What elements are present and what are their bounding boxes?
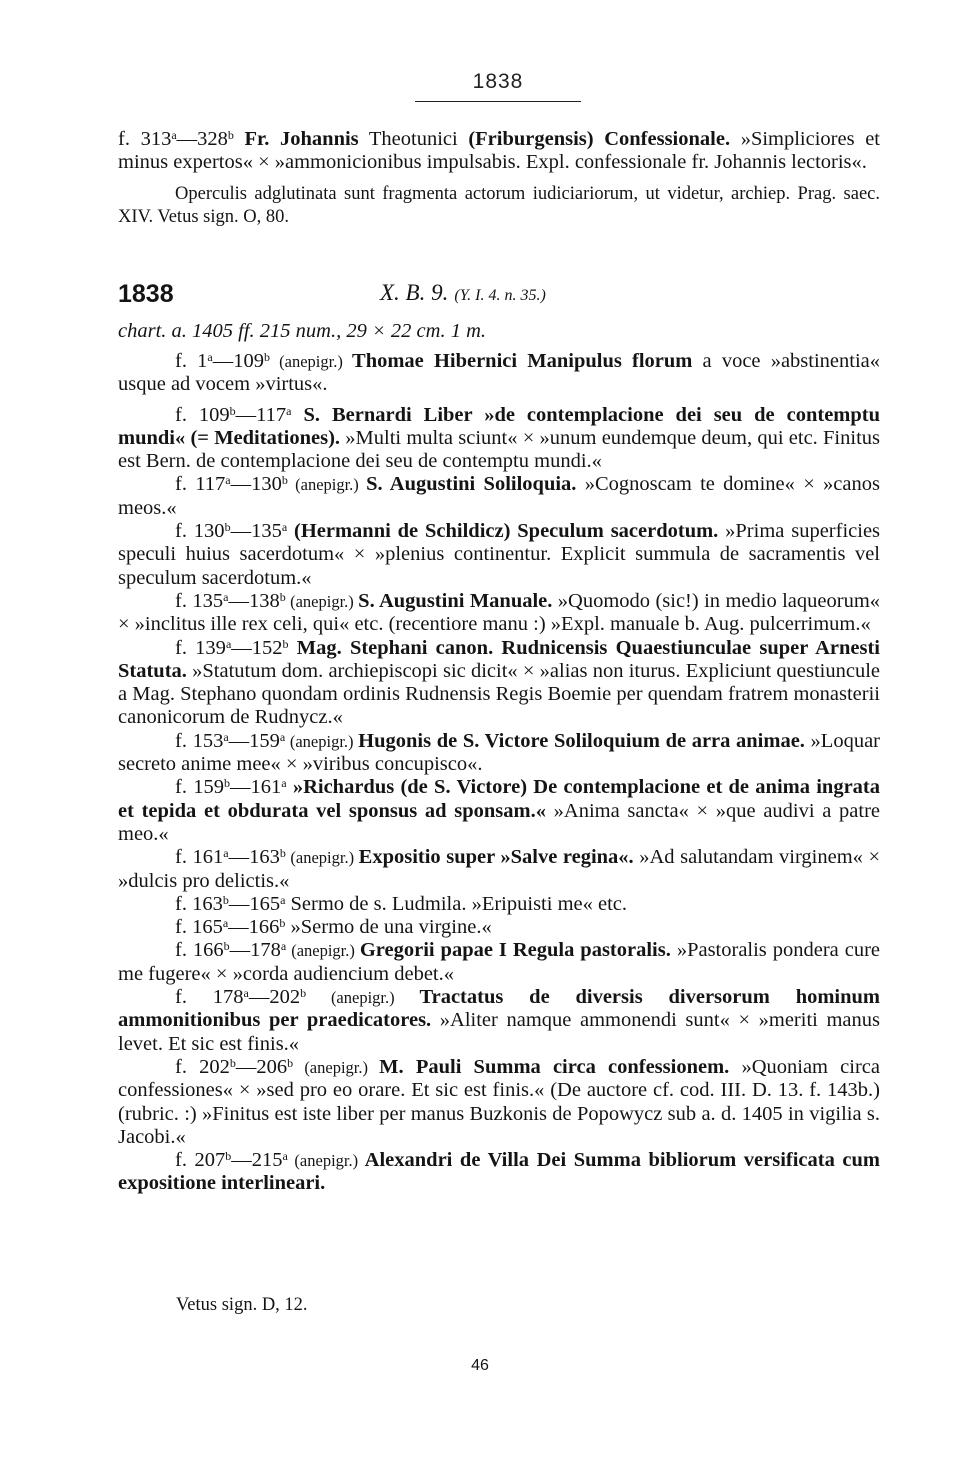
contents-item: f. 135$^a$—138$^b$ (anepigr.) S. Augustini Manuale. »Quomodo (sic!) in medio laqueorum« × »inclitus ille rex celi, qui« etc. (recentiore manu :) »Expl. manuale b. Aug. pulcerrimum.«: [118, 589, 881, 636]
contents-item: f. 163$^b$—165$^a$ Sermo de s. Ludmila. »Eripuisti me« etc.: [175, 892, 628, 915]
entry-signature: X. B. 9. (Y. I. 4. n. 35.): [380, 280, 546, 305]
header-rule: [415, 101, 581, 102]
contents-item: f. 139$^a$—152$^b$ Mag. Stephani canon. Rudnicensis Quaestiunculae super Arnesti Statuta. »Statutum dom. archiepiscopi sic dicit« × »alias non iturus. Expliciunt questiuncule a Mag. Stephano quondam ordinis Rudnensis Regis Boemie per quendam fratrem monasterii canonicorum de Rudnycz.«: [118, 636, 880, 729]
page-number: 46: [471, 1357, 489, 1374]
contents-list: [118, 350, 880, 1196]
entry-number: 1838: [118, 280, 174, 308]
running-head: 1838: [472, 70, 524, 93]
contents-item: f. 153$^a$—159$^a$ (anepigr.) Hugonis de S. Victore Soliloquium de arra animae. »Loquar secreto anime mee« × »viribus concupisco«.: [118, 729, 880, 776]
contents-item: f. 159$^b$—161$^a$ »Richardus (de S. Victore) De contemplacione et de anima ingrata et tepida et obdurata vel sponsus ad sponsam.« »Anima sancta« × »que audivi a patre meo.«: [118, 776, 880, 845]
previous-entry: [118, 128, 880, 229]
contents-item: f. 117$^a$—130$^b$ (anepigr.) S. Augustini Soliloquia. »Cognoscam te domine« × »canos meos.«: [118, 473, 880, 519]
contents-item: f. 207$^b$—215$^a$ (anepigr.) Alexandri de Villa Dei Summa bibliorum versificata cum expositione interlineari.: [118, 1149, 881, 1195]
previous-entry-note: Operculis adglutinata sunt fragmenta actorum iudiciariorum, ut videtur, archiep. Prag. saec. XIV. Vetus sign. O, 80.: [118, 183, 880, 227]
contents-item: f. 202$^b$—206$^b$ (anepigr.) M. Pauli Summa circa confessionem. »Quoniam circa confessiones« × »sed pro eo orare. Et sic est finis.« (De auctore cf. cod. III. D. 13. f. 143b.) (rubric. :) »Finitus est iste liber per manus Buzkonis de Popowycz sub a. d. 1405 in vigilia s. Jacobi.«: [118, 1055, 880, 1148]
entry-physical-description: chart. a. 1405 ff. 215 num., 29 × 22 cm. 1 m.: [118, 320, 487, 342]
contents-item: f. 109$^b$—117$^a$ S. Bernardi Liber »de contemplacione dei seu de contemptu mundi« (= Meditationes). »Multi multa sciunt« × »unum eundemque deum, qui etc. Finitus est Bern. de contemplacione dei seu de contemptu mundi.«: [118, 403, 880, 473]
old-signature-note: Vetus sign. D, 12.: [176, 1295, 308, 1315]
contents-item: f. 178$^a$—202$^b$ (anepigr.) Tractatus de diversis diversorum hominum ammonitionibus per praedicatores. »Aliter namque ammonendi sunt« × »meriti manus levet. Et sic est finis.«: [118, 986, 880, 1055]
contents-item: f. 166$^b$—178$^a$ (anepigr.) Gregorii papae I Regula pastoralis. »Pastoralis pondera cure me fugere« × »corda audiencium debet.«: [118, 939, 880, 985]
contents-item: f. 161$^a$—163$^b$ (anepigr.) Expositio super »Salve regina«. »Ad salutandam virginem« × »dulcis pro delictis.«: [118, 846, 881, 892]
contents-item: f. 130$^b$—135$^a$ (Hermanni de Schildicz) Speculum sacerdotum. »Prima superficies speculi huius sacerdotum« × »plenius continentur. Explicit summula de sacramentis vel speculum sacerdotum.«: [118, 520, 881, 589]
contents-item: f. 1$^a$—109$^b$ (anepigr.) Thomae Hibernici Manipulus florum a voce »abstinentia« usque ad vocem »virtus«.: [118, 350, 880, 396]
previous-entry-text: f. 313$^a$—328$^b$ Fr. Johannis Theotunici (Friburgensis) Confessionale. »Simpliciores et minus expertos« × »ammonicionibus impulsabis. Expl. confessionale fr. Johannis lectoris«.: [118, 128, 880, 174]
contents-item: f. 165$^a$—166$^b$ »Sermo de una virgine.«: [175, 916, 492, 939]
